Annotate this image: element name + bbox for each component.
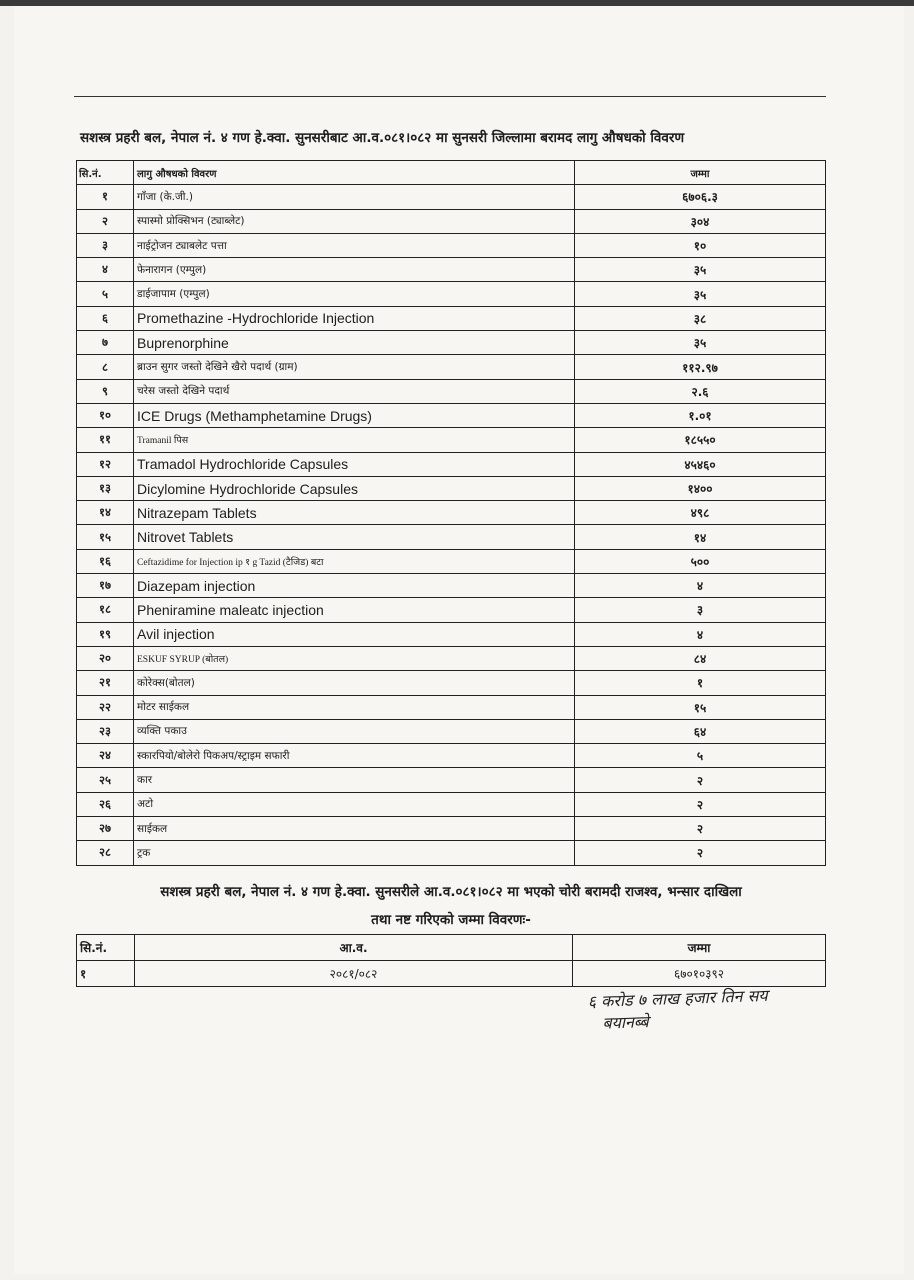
row-serial-no: २८	[77, 841, 134, 865]
row-serial-no: २२	[77, 695, 134, 719]
row-serial-no: २३	[77, 719, 134, 743]
revenue-summary-table	[76, 934, 826, 987]
header-serial-no: सि.नं.	[77, 161, 134, 185]
row-description: Tramadol Hydrochloride Capsules	[134, 452, 575, 476]
table-row	[77, 282, 826, 306]
table-row	[77, 403, 826, 427]
row-serial-no: १७	[77, 574, 134, 598]
revenue-summary-heading-line2: तथा नष्ट गरिएको जम्मा विवरणः-	[371, 912, 531, 928]
row-serial-no: १६	[77, 549, 134, 573]
table-row	[77, 476, 826, 500]
row-serial-no: २०	[77, 646, 134, 670]
row-total: ३	[575, 598, 826, 622]
row-total: १	[575, 671, 826, 695]
handwritten-line1: ६ करोड ७ लाख हजार तिन सय	[587, 985, 768, 1012]
row-total: १.०१	[575, 403, 826, 427]
row-serial-no: १८	[77, 598, 134, 622]
row-description: स्कारपियो/बोलेरो पिकअप/स्ट्राइम सफारी	[134, 744, 575, 768]
row-serial-no: २६	[77, 792, 134, 816]
header-description: लागु औषधको विवरण	[134, 161, 575, 185]
row-serial-no: ७	[77, 331, 134, 355]
row-serial-no: १३	[77, 476, 134, 500]
row-total: ६४	[575, 719, 826, 743]
row-description: Diazepam injection	[134, 574, 575, 598]
row-total: ४९८	[575, 501, 826, 525]
row-description: चरेस जस्तो देखिने पदार्थ	[134, 379, 575, 403]
row-description: ट्रक	[134, 841, 575, 865]
row-total: २	[575, 792, 826, 816]
row-total: ८४	[575, 646, 826, 670]
row-description: कोरेक्स(बोतल)	[134, 671, 575, 695]
table-row	[77, 258, 826, 282]
table-row	[77, 525, 826, 549]
row-fiscal-year: २०८१/०८२	[135, 961, 573, 987]
table-row	[77, 549, 826, 573]
handwritten-amount-in-words	[587, 985, 769, 1035]
table-row	[77, 428, 826, 452]
row-description: व्यक्ति पकाउ	[134, 719, 575, 743]
row-serial-no: २४	[77, 744, 134, 768]
row-description: ब्राउन सुगर जस्तो देखिने खैरो पदार्थ (ग्राम)	[134, 355, 575, 379]
header-total: जम्मा	[573, 935, 826, 961]
row-total: १४	[575, 525, 826, 549]
row-description: Nitrazepam Tablets	[134, 501, 575, 525]
header-fiscal-year: आ.व.	[135, 935, 573, 961]
table-row	[77, 306, 826, 330]
row-total: १४००	[575, 476, 826, 500]
row-description: साईकल	[134, 817, 575, 841]
row-total: २	[575, 817, 826, 841]
row-serial-no: ११	[77, 428, 134, 452]
row-total: ४	[575, 622, 826, 646]
row-description: Pheniramine maleatc injection	[134, 598, 575, 622]
row-total: १५	[575, 695, 826, 719]
row-total: ५००	[575, 549, 826, 573]
row-description: कार	[134, 768, 575, 792]
row-serial-no: १	[77, 185, 134, 209]
table-row	[77, 817, 826, 841]
row-description: ESKUF SYRUP (बोतल)	[134, 646, 575, 670]
revenue-summary-heading	[76, 878, 826, 934]
row-description: Dicylomine Hydrochloride Capsules	[134, 476, 575, 500]
row-serial-no: ९	[77, 379, 134, 403]
table-header-row	[77, 161, 826, 185]
row-description: ICE Drugs (Methamphetamine Drugs)	[134, 403, 575, 427]
row-description: Promethazine -Hydrochloride Injection	[134, 306, 575, 330]
seizure-report-heading: सशस्त्र प्रहरी बल, नेपाल नं. ४ गण हे.क्वा. सुनसरीबाट आ.व.०८१।०८२ मा सुनसरी जिल्लामा बरामद लागु औषधको विवरण	[80, 130, 685, 146]
seized-drugs-table	[76, 160, 826, 866]
row-serial-no: १५	[77, 525, 134, 549]
row-serial-no: ५	[77, 282, 134, 306]
table-row	[77, 233, 826, 257]
table-row	[77, 379, 826, 403]
row-serial-no: १०	[77, 403, 134, 427]
handwritten-line2: बयानब्बे	[602, 1012, 649, 1033]
row-total: ३५	[575, 282, 826, 306]
row-total: १०	[575, 233, 826, 257]
table-row	[77, 331, 826, 355]
table-row	[77, 792, 826, 816]
row-serial-no: ३	[77, 233, 134, 257]
row-description: मोटर साईकल	[134, 695, 575, 719]
row-total: ४५४६०	[575, 452, 826, 476]
row-description: गाँजा (के.जी.)	[134, 185, 575, 209]
table-row	[77, 695, 826, 719]
header-serial-no: सि.नं.	[77, 935, 135, 961]
table-row	[77, 961, 826, 987]
row-total: ४	[575, 574, 826, 598]
table-row	[77, 768, 826, 792]
row-serial-no: ८	[77, 355, 134, 379]
row-total: २	[575, 841, 826, 865]
table-header-row	[77, 935, 826, 961]
table-row	[77, 598, 826, 622]
table-row	[77, 185, 826, 209]
row-serial-no: १९	[77, 622, 134, 646]
row-serial-no: १	[77, 961, 135, 987]
row-serial-no: १४	[77, 501, 134, 525]
row-total: ५	[575, 744, 826, 768]
row-description: Ceftazidime for Injection ip १ g Tazid (टैजिड) बटा	[134, 549, 575, 573]
top-rule	[74, 96, 826, 97]
header-total: जम्मा	[575, 161, 826, 185]
row-description: नाईट्रोजन ट्याबलेट पत्ता	[134, 233, 575, 257]
table-row	[77, 452, 826, 476]
table-row	[77, 574, 826, 598]
row-total: २.६	[575, 379, 826, 403]
revenue-summary-heading-line1: सशस्त्र प्रहरी बल, नेपाल नं. ४ गण हे.क्वा. सुनसरीले आ.व.०८१।०८२ मा भएको चोरी बरामदी राजश्व, भन्सार दाखिला	[160, 884, 742, 900]
row-serial-no: २७	[77, 817, 134, 841]
row-total: ३५	[575, 258, 826, 282]
table-row	[77, 841, 826, 865]
row-serial-no: १२	[77, 452, 134, 476]
table-row	[77, 744, 826, 768]
row-total: ३८	[575, 306, 826, 330]
row-serial-no: ४	[77, 258, 134, 282]
row-description: फेनारागन (एम्पुल)	[134, 258, 575, 282]
row-total: १८५५०	[575, 428, 826, 452]
table-row	[77, 719, 826, 743]
row-total: ३५	[575, 331, 826, 355]
row-serial-no: २५	[77, 768, 134, 792]
table-row	[77, 646, 826, 670]
row-description: Buprenorphine	[134, 331, 575, 355]
row-serial-no: २१	[77, 671, 134, 695]
row-description: स्पास्मो प्रोक्सिभन (ट्याब्लेट)	[134, 209, 575, 233]
table-row	[77, 355, 826, 379]
row-total: ६७०६.३	[575, 185, 826, 209]
table-row	[77, 622, 826, 646]
row-total: ३०४	[575, 209, 826, 233]
table-row	[77, 209, 826, 233]
row-amount: ६७०१०३९२	[573, 961, 826, 987]
row-description: Tramanil पिस	[134, 428, 575, 452]
row-total: २	[575, 768, 826, 792]
table-row	[77, 671, 826, 695]
row-serial-no: ६	[77, 306, 134, 330]
row-description: Nitrovet Tablets	[134, 525, 575, 549]
row-description: डाईजापाम (एम्पुल)	[134, 282, 575, 306]
table-row	[77, 501, 826, 525]
row-description: अटो	[134, 792, 575, 816]
row-total: ११२.९७	[575, 355, 826, 379]
row-description: Avil injection	[134, 622, 575, 646]
row-serial-no: २	[77, 209, 134, 233]
